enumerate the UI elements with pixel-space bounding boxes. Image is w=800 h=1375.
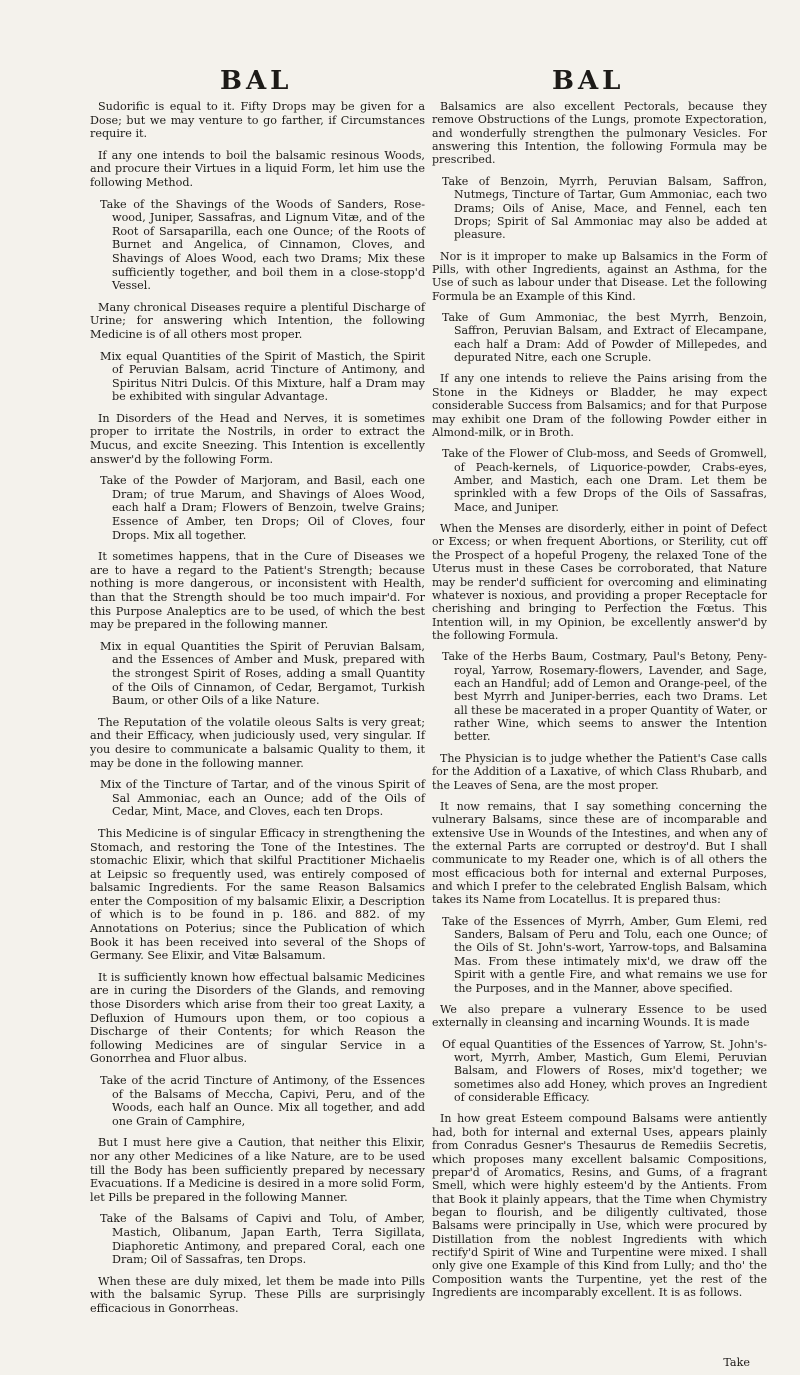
paragraph: Balsamics are also excellent Pectorals, because they remove Obstructions of the Lungs, promote Expectoration, and wonderfully strengthen the pulmonary Vesicles. For answering this Intention, the following Formula may be prescribed. xyxy=(432,100,767,167)
recipe: Take of Gum Ammoniac, the best Myrrh, Benzoin, Saffron, Peruvian Balsam, and Extract of Elecampane, each half a Dram: Add of Powder of Millepedes, and depurated Nitre, each one Scruple. xyxy=(442,311,767,365)
recipe: Take of the Powder of Marjoram, and Basil, each one Dram; of true Marum, and Shavings of Aloes Wood, each half a Dram; Flowers of Benzoin, twelve Grains; Essence of Amber, ten Drops; Oil of Cloves, four Drops. Mix all together. xyxy=(100,474,425,542)
paragraph: When the Menses are disorderly, either in point of Defect or Excess; or when frequent Abortions, or Sterility, cut off the Prospect of a hopeful Progeny, the relaxed Tone of the Uterus must in these Cases be corroborated, that Nature may be render'd sufficient for overcoming and eliminating whatever is noxious, and providing a proper Receptacle for cherishing and bringing to Perfection the Fœtus. This Intention will, in my Opinion, be excellently answer'd by the following Formula. xyxy=(432,522,767,642)
recipe: Take of the Essences of Myrrh, Amber, Gum Elemi, red Sanders, Balsam of Peru and Tolu, each one Ounce; of the Oils of St. John's-wort, Yarrow-tops, and Balsamina Mas. From these intimately mix'd, we draw off the Spirit with a gentle Fire, and what remains we use for the Purposes, and in the Manner, above specified. xyxy=(442,914,767,995)
recipe: Take of the Flower of Club-moss, and Seeds of Gromwell, of Peach-kernels, of Liquorice-powder, Crabs-eyes, Amber, and Mastich, each one Dram. Let them be sprinkled with a few Drops of the Oils of Sassafras, Mace, and Juniper. xyxy=(442,447,767,514)
paragraph: But I must here give a Caution, that neither this Elixir, nor any other Medicines of a like Nature, are to be used till the Body has been sufficiently prepared by necessary Evacuations. If a Medicine is desired in a more solid Form, let Pills be prepared in the following Manner. xyxy=(90,1136,425,1204)
left-column xyxy=(90,100,425,1324)
paragraph: If any one intends to boil the balsamic resinous Woods, and procure their Virtues in a liquid Form, let him use the following Method. xyxy=(90,148,425,189)
paragraph: It sometimes happens, that in the Cure of Diseases we are to have a regard to the Patient's Strength; because nothing is more dangerous, or inconsistent with Health, than that the Strength should be too much impair'd. For this Purpose Analeptics are to be used, of which the best may be prepared in the following manner. xyxy=(90,550,425,632)
paragraph: The Physician is to judge whether the Patient's Case calls for the Addition of a Laxative, of which Class Rhubarb, and the Leaves of Sena, are the most proper. xyxy=(432,751,767,792)
paragraph: In Disorders of the Head and Nerves, it is sometimes proper to irritate the Nostrils, in order to extract the Mucus, and excite Sneezing. This Intention is excellently answer'd by the following Form. xyxy=(90,411,425,466)
right-column xyxy=(432,100,767,1307)
running-head-right: BAL xyxy=(552,66,625,96)
recipe: Mix in equal Quantities the Spirit of Peruvian Balsam, and the Essences of Amber and Musk, prepared with the strongest Spirit of Roses, adding a small Quantity of the Oils of Cinnamon, of Cedar, Bergamot, Turkish Baum, or other Oils of a like Nature. xyxy=(100,639,425,708)
paragraph: In how great Esteem compound Balsams were antiently had, both for internal and external Uses, appears plainly from Conradus Gesner's Thesaurus de Remediis Secretis, which proposes many excellent balsamic Compositions, prepar'd of Aromatics, Resins, and Gums, of a fragrant Smell, which were highly esteem'd by the Antients. From that Book it plainly appears, that the Time when Chymistry began to flourish, and be diligently cultivated, those Balsams were principally in Use, which were procured by Distillation from the noblest Ingredients with which rectify'd Spirit of Wine and Turpentine were mixed. I shall only give one Example of this Kind from Lully; and tho' the Composition wants the Turpentine, yet the rest of the Ingredients are incomparably excellent. It is as follows. xyxy=(432,1112,767,1300)
recipe: Take of the Herbs Baum, Costmary, Paul's Betony, Peny-royal, Yarrow, Rosemary-flowers, Lavender, and Sage, each an Handful; add of Lemon and Orange-peel, of the best Myrrh and Juniper-berries, each two Drams. Let all these be macerated in a proper Quantity of Water, or rather Wine, which seems to answer the Intention better. xyxy=(442,650,767,744)
recipe: Take of the Shavings of the Woods of Sanders, Rose-wood, Juniper, Sassafras, and Lignum Vitæ, and of the Root of Sarsaparilla, each one Ounce; of the Roots of Burnet and Angelica, of Cinnamon, Cloves, and Shavings of Aloes Wood, each two Drams; Mix these sufficiently together, and boil them in a close-stopp'd Vessel. xyxy=(100,197,425,293)
recipe: Take of Benzoin, Myrrh, Peruvian Balsam, Saffron, Nutmegs, Tincture of Tartar, Gum Ammoniac, each two Drams; Oils of Anise, Mace, and Fennel, each ten Drops; Spirit of Sal Ammoniac may also be added at pleasure. xyxy=(442,174,767,242)
running-head-left: BAL xyxy=(220,66,293,96)
paragraph: Nor is it improper to make up Balsamics in the Form of Pills, with other Ingredients, against an Asthma, for the Use of such as labour under that Disease. Let the following Formula be an Example of this Kind. xyxy=(432,249,767,303)
recipe: Of equal Quantities of the Essences of Yarrow, St. John's-wort, Myrrh, Amber, Mastich, Gum Elemi, Peruvian Balsam, and Flowers of Roses, mix'd together; we sometimes also add Honey, which proves an Ingredient of considerable Efficacy. xyxy=(442,1037,767,1105)
paragraph: Many chronical Diseases require a plentiful Discharge of Urine; for answering which Intention, the following Medicine is of all others most proper. xyxy=(90,300,425,341)
paragraph: We also prepare a vulnerary Essence to be used externally in cleansing and incarning Wounds. It is made xyxy=(432,1002,767,1030)
catchword: Take xyxy=(723,1356,750,1369)
paragraph: It now remains, that I say something concerning the vulnerary Balsams, since these are of incomparable and extensive Use in Wounds of the Intestines, and when any of the external Parts are corrupted or destroy'd. But I shall communicate to my Reader one, which is of all others the most efficacious both for internal and external Purposes, and which I prefer to the celebrated English Balsam, which takes its Name from Locatellus. It is prepared thus: xyxy=(432,799,767,907)
recipe: Take of the acrid Tincture of Antimony, of the Essences of the Balsams of Meccha, Capivi, Peru, and of the Woods, each half an Ounce. Mix all together, and add one Grain of Camphire, xyxy=(100,1074,425,1128)
paragraph: It is sufficiently known how effectual balsamic Medicines are in curing the Disorders of the Glands, and removing those Disorders which arise from their too great Laxity, a Defluxion of Humours upon them, or too copious a Discharge of their Contents; for which Reason the following Medicines are of singular Service in a Gonorrhea and Fluor albus. xyxy=(90,970,425,1066)
paragraph: When these are duly mixed, let them be made into Pills with the balsamic Syrup. These Pills are surprisingly efficacious in Gonorrheas. xyxy=(90,1274,425,1315)
paragraph: The Reputation of the volatile oleous Salts is very great; and their Efficacy, when judiciously used, very singular. If you desire to communicate a balsamic Quality to them, it may be done in the following manner. xyxy=(90,715,425,770)
recipe: Mix equal Quantities of the Spirit of Mastich, the Spirit of Peruvian Balsam, acrid Tincture of Antimony, and Spiritus Nitri Dulcis. Of this Mixture, half a Dram may be exhibited with singular Advantage. xyxy=(100,349,425,404)
paragraph: If any one intends to relieve the Pains arising from the Stone in the Kidneys or Bladder, he may expect considerable Success from Balsamics; and for that Purpose may exhibit one Dram of the following Powder either in Almond-milk, or in Broth. xyxy=(432,372,767,439)
recipe: Mix of the Tincture of Tartar, and of the vinous Spirit of Sal Ammoniac, each an Ounce; add of the Oils of Cedar, Mint, Mace, and Cloves, each ten Drops. xyxy=(100,778,425,819)
recipe: Take of the Balsams of Capivi and Tolu, of Amber, Mastich, Olibanum, Japan Earth, Terra Sigillata, Diaphoretic Antimony, and prepared Coral, each one Dram; Oil of Sassafras, ten Drops. xyxy=(100,1212,425,1267)
paragraph: This Medicine is of singular Efficacy in strengthening the Stomach, and restoring the Tone of the Intestines. The stomachic Elixir, which that skilful Practitioner Michaelis at Leipsic so frequently used, was entirely composed of balsamic Ingredients. For the same Reason Balsamics enter the Composition of my balsamic Elixir, a Description of which is to be found in p. 186. and 882. of my Annotations on Poterius; since the Publication of which Book it has been received into several of the Shops of Germany. See Elixir, and Vitæ Balsamum. xyxy=(90,826,425,963)
paragraph: Sudorific is equal to it. Fifty Drops may be given for a Dose; but we may venture to go farther, if Circumstances require it. xyxy=(90,100,425,141)
